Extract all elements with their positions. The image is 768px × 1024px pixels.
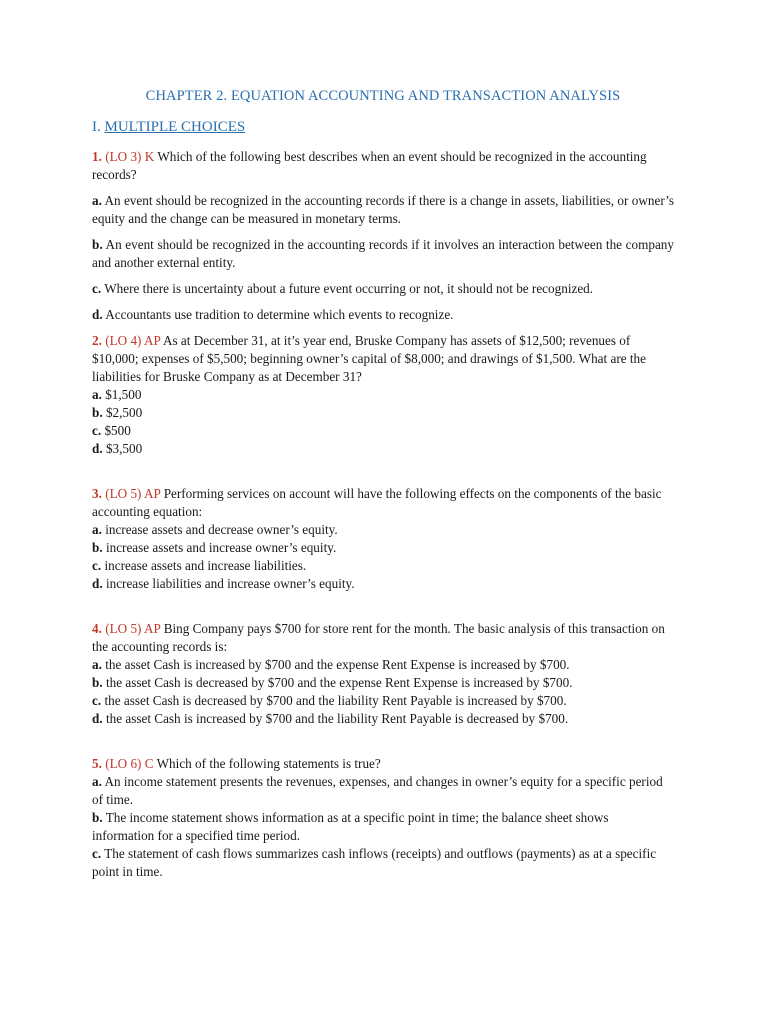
option-letter: b. [92, 405, 103, 420]
option-text: $1,500 [105, 387, 142, 402]
option-letter: c. [92, 281, 102, 296]
question-stem [92, 620, 674, 656]
option-text: $2,500 [105, 405, 143, 420]
answer-option [92, 236, 674, 272]
answer-option [92, 422, 674, 440]
option-text: the asset Cash is decreased by $700 and the expense Rent Expense is increased by $700. [105, 675, 573, 690]
answer-option [92, 539, 674, 557]
option-letter: a. [92, 774, 102, 789]
option-letter: b. [92, 237, 103, 252]
option-text: An event should be recognized in the accounting records if it involves an interaction between the company and another external entity. [92, 237, 674, 270]
answer-option [92, 575, 674, 593]
question-2 [92, 332, 674, 458]
answer-option [92, 306, 674, 324]
option-letter: c. [92, 693, 102, 708]
section-title: MULTIPLE CHOICES [104, 119, 246, 135]
question-text: Which of the following best describes when an event should be recognized in the accounting records? [92, 149, 647, 182]
question-number: 3. [92, 486, 102, 501]
answer-option [92, 440, 674, 458]
question-stem [92, 148, 674, 184]
answer-option [92, 192, 674, 228]
option-letter: b. [92, 675, 103, 690]
chapter-title: CHAPTER 2. EQUATION ACCOUNTING AND TRANSACTION ANALYSIS [145, 88, 621, 104]
answer-option [92, 280, 674, 298]
learning-objective-code: (LO 5) AP [105, 621, 161, 636]
option-letter: d. [92, 576, 103, 591]
question-number: 5. [92, 756, 102, 771]
answer-option [92, 674, 674, 692]
question-stem [92, 485, 674, 521]
option-letter: a. [92, 193, 102, 208]
option-text: the asset Cash is increased by $700 and the expense Rent Expense is increased by $700. [105, 657, 570, 672]
question-number: 1. [92, 149, 102, 164]
question-text: Bing Company pays $700 for store rent for the month. The basic analysis of this transaction on the accounting records is: [92, 621, 665, 654]
option-letter: d. [92, 441, 103, 456]
option-text: Accountants use tradition to determine which events to recognize. [105, 307, 454, 322]
option-text: An event should be recognized in the accounting records if there is a change in assets, liabilities, or owner’s equity and the change can be measured in monetary terms. [92, 193, 674, 226]
learning-objective-code: (LO 5) AP [105, 486, 161, 501]
answer-option [92, 521, 674, 539]
question-text: Which of the following statements is true? [156, 756, 381, 771]
option-letter: b. [92, 540, 103, 555]
option-text: the asset Cash is increased by $700 and the liability Rent Payable is decreased by $700. [105, 711, 569, 726]
section-number: I. [92, 119, 101, 135]
option-letter: c. [92, 558, 102, 573]
option-letter: a. [92, 522, 102, 537]
option-text: increase assets and increase owner’s equity. [105, 540, 337, 555]
answer-option [92, 557, 674, 575]
section-heading [92, 119, 674, 136]
answer-option [92, 386, 674, 404]
option-text: $3,500 [105, 441, 143, 456]
question-text: As at December 31, at it’s year end, Bruske Company has assets of $12,500; revenues of $10,000; expenses of $5,500; beginning owner’s capital of $8,000; and drawings of $1,500. What are the liabilities for Bruske Company as at December 31? [92, 333, 647, 384]
question-5 [92, 755, 674, 881]
option-text: Where there is uncertainty about a future event occurring or not, it should not be recognized. [104, 281, 594, 296]
option-text: An income statement presents the revenues, expenses, and changes in owner’s equity for a specific period of time. [92, 774, 663, 807]
option-text: increase liabilities and increase owner’s equity. [105, 576, 355, 591]
option-text: increase assets and increase liabilities. [104, 558, 307, 573]
answer-option [92, 692, 674, 710]
option-text: $500 [104, 423, 131, 438]
question-4 [92, 620, 674, 728]
answer-option [92, 845, 674, 881]
option-letter: d. [92, 307, 103, 322]
option-text: the asset Cash is decreased by $700 and the liability Rent Payable is increased by $700. [104, 693, 567, 708]
option-letter: a. [92, 387, 102, 402]
answer-option [92, 404, 674, 422]
option-letter: c. [92, 423, 102, 438]
option-text: The income statement shows information as at a specific point in time; the balance sheet shows information for a specified time period. [92, 810, 609, 843]
question-3 [92, 485, 674, 593]
learning-objective-code: (LO 4) AP [105, 333, 161, 348]
learning-objective-code: (LO 3) K [105, 149, 155, 164]
answer-option [92, 809, 674, 845]
answer-option [92, 773, 674, 809]
question-number: 2. [92, 333, 102, 348]
learning-objective-code: (LO 6) C [105, 756, 154, 771]
option-text: increase assets and decrease owner’s equity. [105, 522, 338, 537]
answer-option [92, 656, 674, 674]
question-1 [92, 148, 674, 324]
answer-option [92, 710, 674, 728]
question-stem [92, 755, 674, 773]
option-letter: c. [92, 846, 102, 861]
question-stem [92, 332, 674, 386]
question-text: Performing services on account will have the following effects on the components of the basic accounting equation: [92, 486, 662, 519]
option-letter: b. [92, 810, 103, 825]
question-number: 4. [92, 621, 102, 636]
option-letter: a. [92, 657, 102, 672]
option-letter: d. [92, 711, 103, 726]
option-text: The statement of cash flows summarizes cash inflows (receipts) and outflows (payments) as at a specific point in time. [92, 846, 657, 879]
